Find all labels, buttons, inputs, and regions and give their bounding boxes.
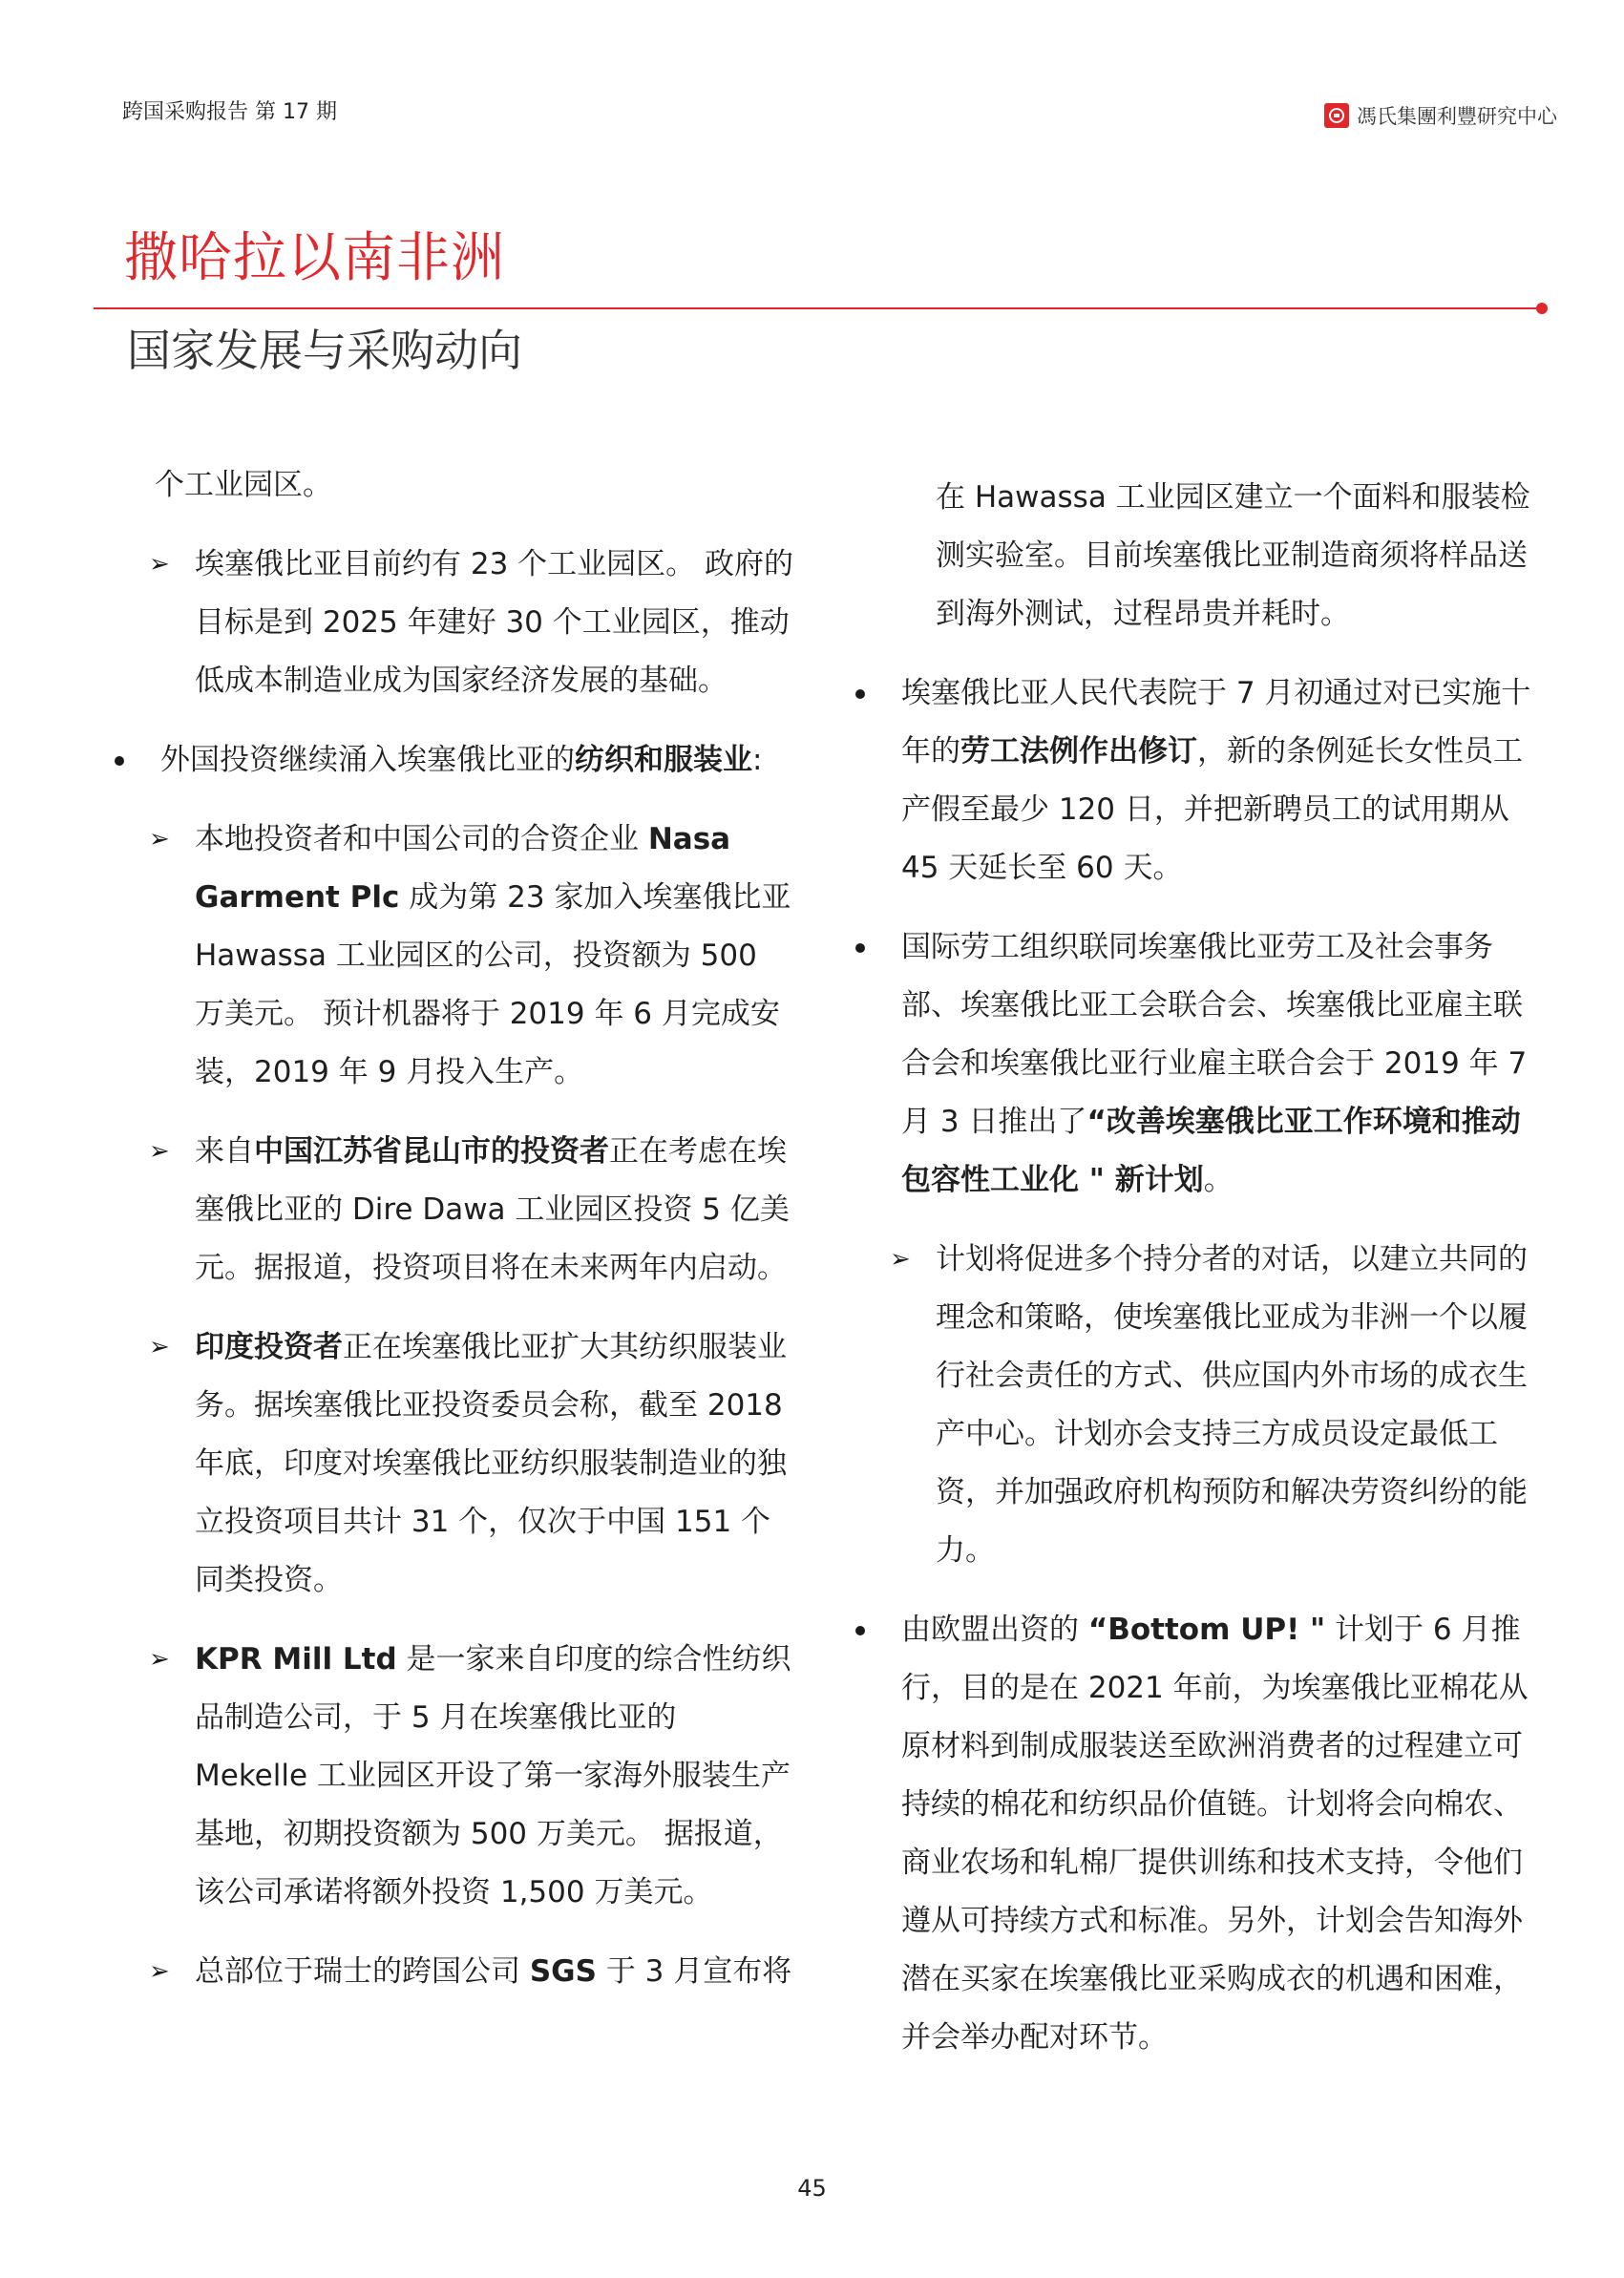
- list-item: [848, 664, 1545, 897]
- bottom-up-post: 计划于 6 月推行，目的是在 2021 年前，为埃塞俄比亚棉花从原材料到制成服装送至欧洲消费者的过程建立可持续的棉花和纺织品价值链。计划将会向棉农、商业农场和轧棉厂提供训练和技术支持，令他们遵从可持续方式和标准。另外，计划会告知海外潜在买家在埃塞俄比亚采购成衣的机遇和困难，并会举办配对环节。: [901, 1613, 1529, 2055]
- ilo-detail-text: 计划将促进多个持分者的对话，以建立共同的理念和策略，使埃塞俄比亚成为非洲一个以履行社会责任的方式、供应国内外市场的成衣生产中心。计划亦会支持三方成员设定最低工资，并加强政府机构预防和解决劳资纠纷的能力。: [936, 1242, 1528, 1568]
- arrow-bullet-icon: ➢: [149, 1137, 170, 1166]
- arrow-bullet-icon: ➢: [149, 550, 170, 579]
- kpr-company: KPR Mill Ltd: [195, 1642, 397, 1677]
- right-column: [848, 469, 1545, 2067]
- section-title: 撒哈拉以南非洲: [124, 227, 505, 289]
- continuation-text: 个工业园区。: [155, 468, 332, 502]
- list-item: [107, 1631, 794, 1922]
- nasa-company: Nasa Garment Plc: [195, 822, 731, 915]
- list-item: [107, 1943, 794, 2001]
- list-item: [107, 811, 794, 1102]
- ilo-plan-name: “改善埃塞俄比亚工作环境和推动包容性工业化 " 新计划: [901, 1105, 1521, 1197]
- textile-intro-pre: 外国投资继续涌入埃塞俄比亚的: [160, 743, 575, 777]
- org-header: [1324, 101, 1557, 130]
- india-investor: 印度投资者: [195, 1330, 343, 1364]
- jiangsu-investor: 中国江苏省昆山市的投资者: [254, 1134, 609, 1169]
- sgs-pre: 总部位于瑞士的跨国公司: [195, 1954, 530, 1989]
- india-post: 正在埃塞俄比亚扩大其纺织服装业务。据埃塞俄比亚投资委员会称，截至 2018 年底，印度对埃塞俄比亚纺织服装制造业的独立投资项目共计 31 个，仅次于中国 151 个同类投资。: [195, 1330, 787, 1597]
- arrow-bullet-icon: ➢: [149, 1957, 170, 1986]
- list-item: [848, 1231, 1545, 1580]
- labour-law-pre: 埃塞俄比亚人民代表院于 7 月初通过对已实施十年的: [901, 676, 1531, 769]
- bullet-icon: [855, 1626, 865, 1635]
- bullet-icon: [115, 756, 124, 766]
- jiangsu-pre: 来自: [195, 1134, 254, 1169]
- list-item: [107, 731, 794, 790]
- list-item: [107, 1318, 794, 1610]
- section-subtitle: 国家发展与采购动向: [127, 325, 522, 376]
- industrial-park-text: 埃塞俄比亚目前约有 23 个工业园区。 政府的目标是到 2025 年建好 30 个工业园区，推动低成本制造业成为国家经济发展的基础。: [195, 547, 794, 698]
- bullet-icon: [855, 943, 865, 953]
- list-item: [107, 536, 794, 710]
- page-number: 45: [797, 2175, 827, 2202]
- labour-law-bold: 劳工法例作出修订: [960, 734, 1197, 769]
- title-divider-dot: [1536, 303, 1548, 314]
- list-item: [848, 1601, 1545, 2067]
- bottom-up-plan: “Bottom UP! ": [1087, 1613, 1326, 1647]
- list-item: [107, 1123, 794, 1297]
- kpr-post: 是一家来自印度的综合性纺织品制造公司，于 5 月在埃塞俄比亚的 Mekelle 工业园区开设了第一家海外服装生产基地，初期投资额为 500 万美元。 据报道，该公司承诺将额外投资 1,500 万美元。: [195, 1642, 791, 1909]
- ilo-pre: 国际劳工组织联同埃塞俄比亚劳工及社会事务部、埃塞俄比亚工会联合会、埃塞俄比亚雇主联合会和埃塞俄比亚行业雇主联合会于 2019 年 7 月 3 日推出了: [901, 930, 1528, 1139]
- nasa-pre: 本地投资者和中国公司的合资企业: [195, 822, 648, 856]
- textile-intro-bold: 纺织和服装业: [575, 743, 752, 777]
- arrow-bullet-icon: ➢: [890, 1245, 911, 1274]
- arrow-bullet-icon: ➢: [149, 1645, 170, 1674]
- nasa-post: 成为第 23 家加入埃塞俄比亚 Hawassa 工业园区的公司，投资额为 500 万美元。 预计机器将于 2019 年 6 月完成安装，2019 年 9 月投入生产。: [195, 880, 791, 1089]
- sgs-post: 于 3 月宣布将: [596, 1954, 792, 1989]
- textile-intro-post: :: [752, 743, 763, 777]
- left-column: [107, 456, 794, 2001]
- labour-law-post: ，新的条例延长女性员工产假至最少 120 日，并把新聘员工的试用期从 45 天延长至 60 天。: [901, 734, 1523, 885]
- org-logo-icon: [1324, 103, 1349, 128]
- jiangsu-post: 正在考虑在埃塞俄比亚的 Dire Dawa 工业园区投资 5 亿美元。据报道，投资项目将在未来两年内启动。: [195, 1134, 790, 1285]
- arrow-bullet-icon: ➢: [149, 825, 170, 854]
- bottom-up-pre: 由欧盟出资的: [901, 1613, 1088, 1647]
- title-divider: [94, 307, 1543, 309]
- list-item: [848, 918, 1545, 1210]
- sgs-company: SGS: [529, 1954, 597, 1989]
- bullet-icon: [855, 689, 865, 699]
- arrow-bullet-icon: ➢: [149, 1333, 170, 1361]
- ilo-post: 。: [1203, 1163, 1234, 1197]
- sgs-continuation: 在 Hawassa 工业园区建立一个面料和服装检测实验室。目前埃塞俄比亚制造商须将样品送到海外测试，过程昂贵并耗时。: [936, 480, 1530, 631]
- org-name: 馮氏集團利豐研究中心: [1357, 105, 1557, 128]
- report-title: 跨国采购报告 第 17 期: [122, 100, 337, 124]
